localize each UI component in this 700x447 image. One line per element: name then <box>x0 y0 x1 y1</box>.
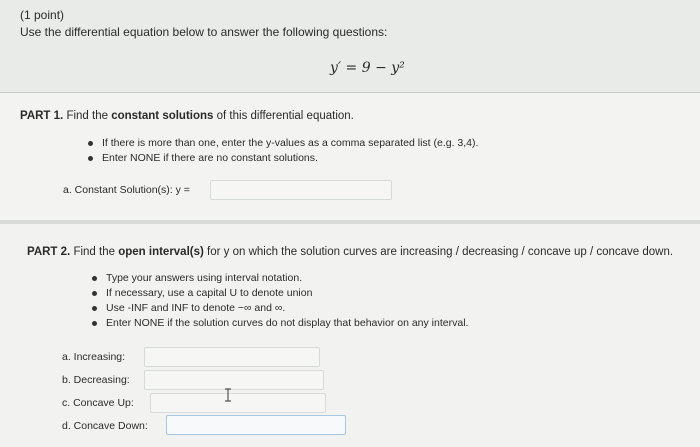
part2-text-before: Find the <box>70 246 119 258</box>
instruction-text: Use the differential equation below to answer the following questions: <box>20 25 388 39</box>
decreasing-label: b. Decreasing: <box>62 374 130 386</box>
constant-solutions-input[interactable] <box>210 180 392 200</box>
concave-down-input[interactable] <box>166 415 346 435</box>
list-item: Enter NONE if the solution curves do not display that behavior on any interval. <box>92 316 468 331</box>
part1-text-after: of this differential equation. <box>213 110 354 122</box>
part2-section <box>0 224 700 447</box>
increasing-label: a. Increasing: <box>62 351 126 363</box>
text-cursor-icon <box>222 388 234 402</box>
concave-up-input[interactable] <box>150 393 326 413</box>
question-header <box>0 0 700 93</box>
constant-solutions-label: a. Constant Solution(s): y = <box>63 184 190 196</box>
list-item: Use -INF and INF to denote −∞ and ∞. <box>92 301 468 316</box>
differential-equation: y′ = 9 − y² <box>330 60 405 76</box>
list-item: If there is more than one, enter the y-values as a comma separated list (e.g. 3,4). <box>88 136 478 151</box>
part1-label: PART 1. <box>20 110 64 122</box>
part2-text-after: for y on which the solution curves are increasing / decreasing / concave up / concave down. <box>203 246 674 258</box>
part1-title <box>20 110 354 122</box>
list-item: If necessary, use a capital U to denote union <box>92 286 468 301</box>
concave-down-label: d. Concave Down: <box>62 420 148 432</box>
part2-bold: open interval(s) <box>118 246 204 258</box>
part1-section <box>0 93 700 220</box>
part2-label: PART 2. <box>27 246 71 258</box>
point-value: (1 point) <box>20 8 65 22</box>
decreasing-input[interactable] <box>144 370 324 390</box>
concave-up-label: c. Concave Up: <box>62 397 134 409</box>
list-item: Enter NONE if there are no constant solutions. <box>88 151 478 166</box>
increasing-input[interactable] <box>144 347 320 367</box>
part1-bullet-list <box>88 136 478 166</box>
part2-title <box>27 246 673 258</box>
part2-bullet-list <box>92 271 468 331</box>
part1-bold: constant solutions <box>111 110 214 122</box>
list-item: Type your answers using interval notation. <box>92 271 468 286</box>
part1-text-before: Find the <box>63 110 112 122</box>
